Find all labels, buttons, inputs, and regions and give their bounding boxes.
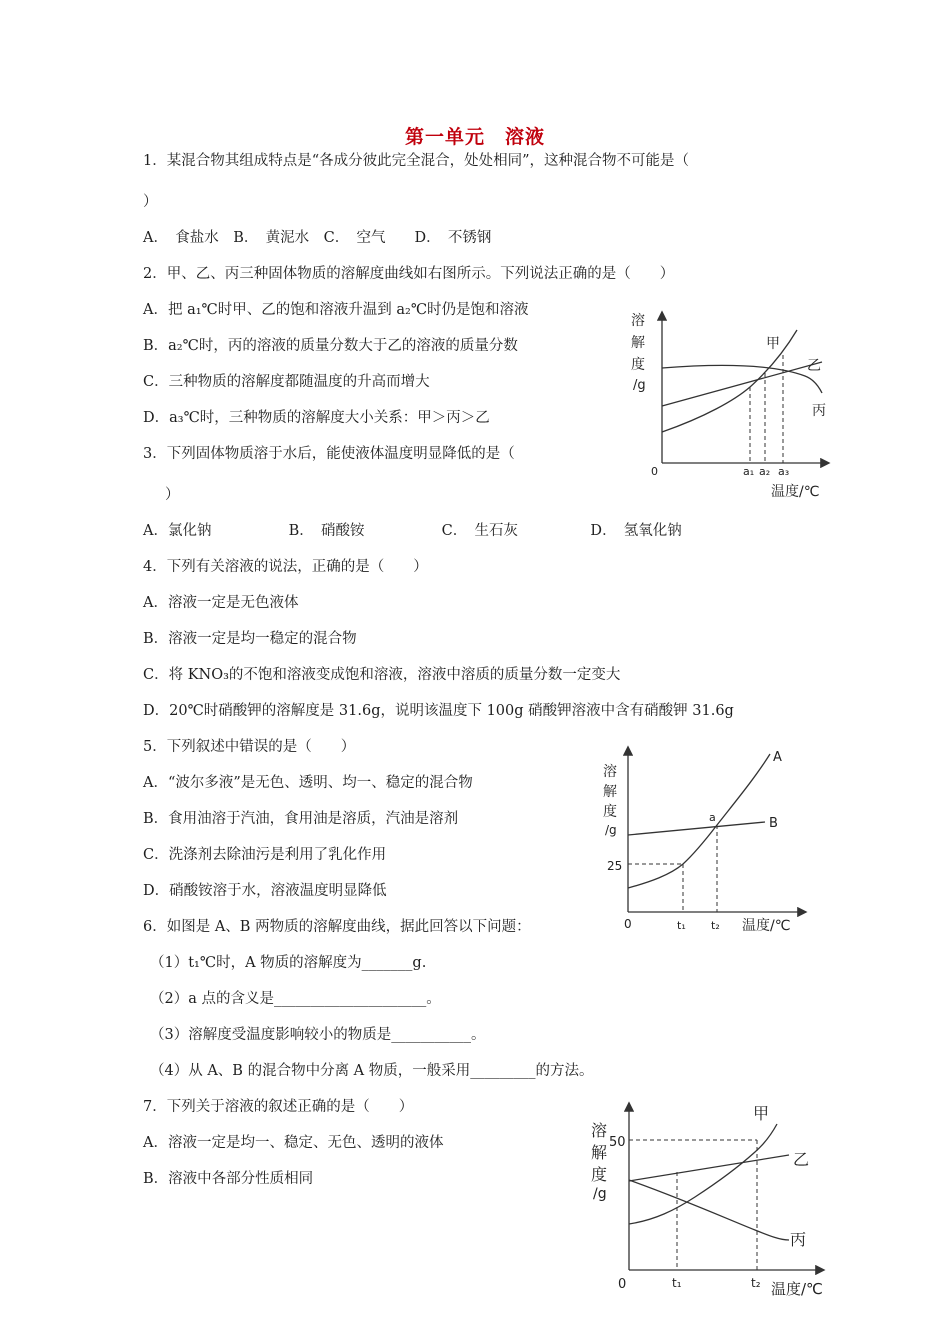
tick-t2: t₂ <box>751 1276 761 1290</box>
y-tick-50: 50 <box>609 1135 626 1150</box>
q5-stem: 5．下列叙述中错误的是（ ） <box>143 739 356 755</box>
q6-sub-3: （3）溶解度受温度影响较小的物质是___________。 <box>150 1027 486 1043</box>
label-jia: 甲 <box>766 336 780 352</box>
q4-stem: 4．下列有关溶液的说法，正确的是（ ） <box>143 559 428 575</box>
y-label-char: 溶 <box>631 313 645 329</box>
curve-bing <box>662 365 822 393</box>
q3-stem-end: ） <box>165 487 180 503</box>
q5-option-a: A．“波尔多液”是无色、透明、均一、稳定的混合物 <box>143 775 473 791</box>
solubility-chart-1 <box>625 305 835 505</box>
tick-a2: a₂ <box>759 465 771 478</box>
q3-options: A．氯化钠 B． 硝酸铵 C． 生石灰 D． 氢氧化钠 <box>143 523 682 539</box>
y-label-char: 度 <box>631 357 645 373</box>
y-label-char: 解 <box>591 1143 608 1162</box>
q2-option-b: B．a₂℃时，丙的溶液的质量分数大于乙的溶液的质量分数 <box>143 338 518 354</box>
origin-label: 0 <box>651 465 658 478</box>
y-tick-25: 25 <box>607 859 623 873</box>
q5-option-c: C．洗涤剂去除油污是利用了乳化作用 <box>143 847 387 863</box>
q2-option-c: C．三种物质的溶解度都随温度的升高而增大 <box>143 374 430 390</box>
tick-t1: t₁ <box>677 919 686 932</box>
q6-sub-4: （4）从 A、B 的混合物中分离 A 物质，一般采用_________的方法。 <box>150 1063 594 1079</box>
q7-stem: 7．下列关于溶液的叙述正确的是（ ） <box>143 1099 414 1115</box>
q3-stem: 3．下列固体物质溶于水后，能使液体温度明显降低的是（ <box>143 446 515 462</box>
q4-option-b: B．溶液一定是均一稳定的混合物 <box>143 631 357 647</box>
q4-option-c: C．将 KNO₃的不饱和溶液变成饱和溶液，溶液中溶质的质量分数一定变大 <box>143 667 621 683</box>
x-axis-label: 温度/℃ <box>742 918 791 934</box>
label-yi: 乙 <box>807 358 821 374</box>
y-label-char: /g <box>605 823 617 837</box>
q1-stem: 1．某混合物其组成特点是“各成分彼此完全混合，处处相同”，这种混合物不可能是（ <box>143 153 690 169</box>
tick-t1: t₁ <box>672 1276 682 1290</box>
label-bing: 丙 <box>790 1230 807 1249</box>
y-label-char: 解 <box>631 335 645 351</box>
y-label-char: /g <box>593 1186 607 1202</box>
q5-option-d: D．硝酸铵溶于水，溶液温度明显降低 <box>143 883 387 899</box>
y-label-char: 解 <box>603 784 617 800</box>
curve-bing <box>629 1180 789 1240</box>
page-title: 第一单元 溶液 <box>404 126 545 148</box>
label-a: A <box>773 750 782 765</box>
y-label-char: 度 <box>603 804 617 820</box>
q6-stem: 6．如图是 A、B 两物质的溶解度曲线，据此回答以下问题： <box>143 919 531 935</box>
y-label-char: /g <box>633 378 646 393</box>
solubility-chart-2 <box>595 740 810 940</box>
label-b: B <box>769 816 778 831</box>
label-yi: 乙 <box>793 1150 810 1169</box>
q6-sub-2: （2）a 点的含义是_____________________。 <box>150 991 441 1007</box>
q1-stem-end: ） <box>143 194 158 210</box>
q5-option-b: B．食用油溶于汽油，食用油是溶质，汽油是溶剂 <box>143 811 459 827</box>
curve-yi <box>629 1155 789 1181</box>
q2-option-d: D．a₃℃时，三种物质的溶解度大小关系：甲＞丙＞乙 <box>143 410 490 426</box>
curve-b <box>628 822 765 835</box>
y-label-char: 溶 <box>603 764 617 780</box>
point-a-label: a <box>709 811 716 824</box>
q7-option-b: B．溶液中各部分性质相同 <box>143 1171 314 1187</box>
y-label-char: 溶 <box>591 1121 608 1140</box>
x-axis-label: 温度/℃ <box>771 1280 823 1298</box>
q2-stem: 2．甲、乙、丙三种固体物质的溶解度曲线如右图所示。下列说法正确的是（ ） <box>143 266 675 282</box>
tick-a3: a₃ <box>778 465 790 478</box>
x-axis-label: 温度/℃ <box>771 484 820 500</box>
label-jia: 甲 <box>753 1104 770 1123</box>
origin-label: 0 <box>618 1277 627 1292</box>
solubility-chart-3 <box>585 1100 835 1305</box>
curve-yi <box>662 362 822 406</box>
tick-t2: t₂ <box>711 919 720 932</box>
y-label-char: 度 <box>591 1165 608 1184</box>
label-bing: 丙 <box>812 403 826 419</box>
q4-option-d: D．20℃时硝酸钾的溶解度是 31.6g，说明该温度下 100g 硝酸钾溶液中含有硝酸钾 31.6g <box>143 703 734 719</box>
origin-label: 0 <box>624 917 632 931</box>
q7-option-a: A．溶液一定是均一、稳定、无色、透明的液体 <box>143 1135 444 1151</box>
curve-a <box>628 754 770 888</box>
q2-option-a: A．把 a₁℃时甲、乙的饱和溶液升温到 a₂℃时仍是饱和溶液 <box>143 302 529 318</box>
tick-a1: a₁ <box>743 465 755 478</box>
q4-option-a: A．溶液一定是无色液体 <box>143 595 299 611</box>
q6-sub-1: （1）t₁℃时，A 物质的溶解度为_______g. <box>150 955 427 971</box>
q1-options: A． 食盐水 B． 黄泥水 C． 空气 D． 不锈钢 <box>143 230 492 246</box>
